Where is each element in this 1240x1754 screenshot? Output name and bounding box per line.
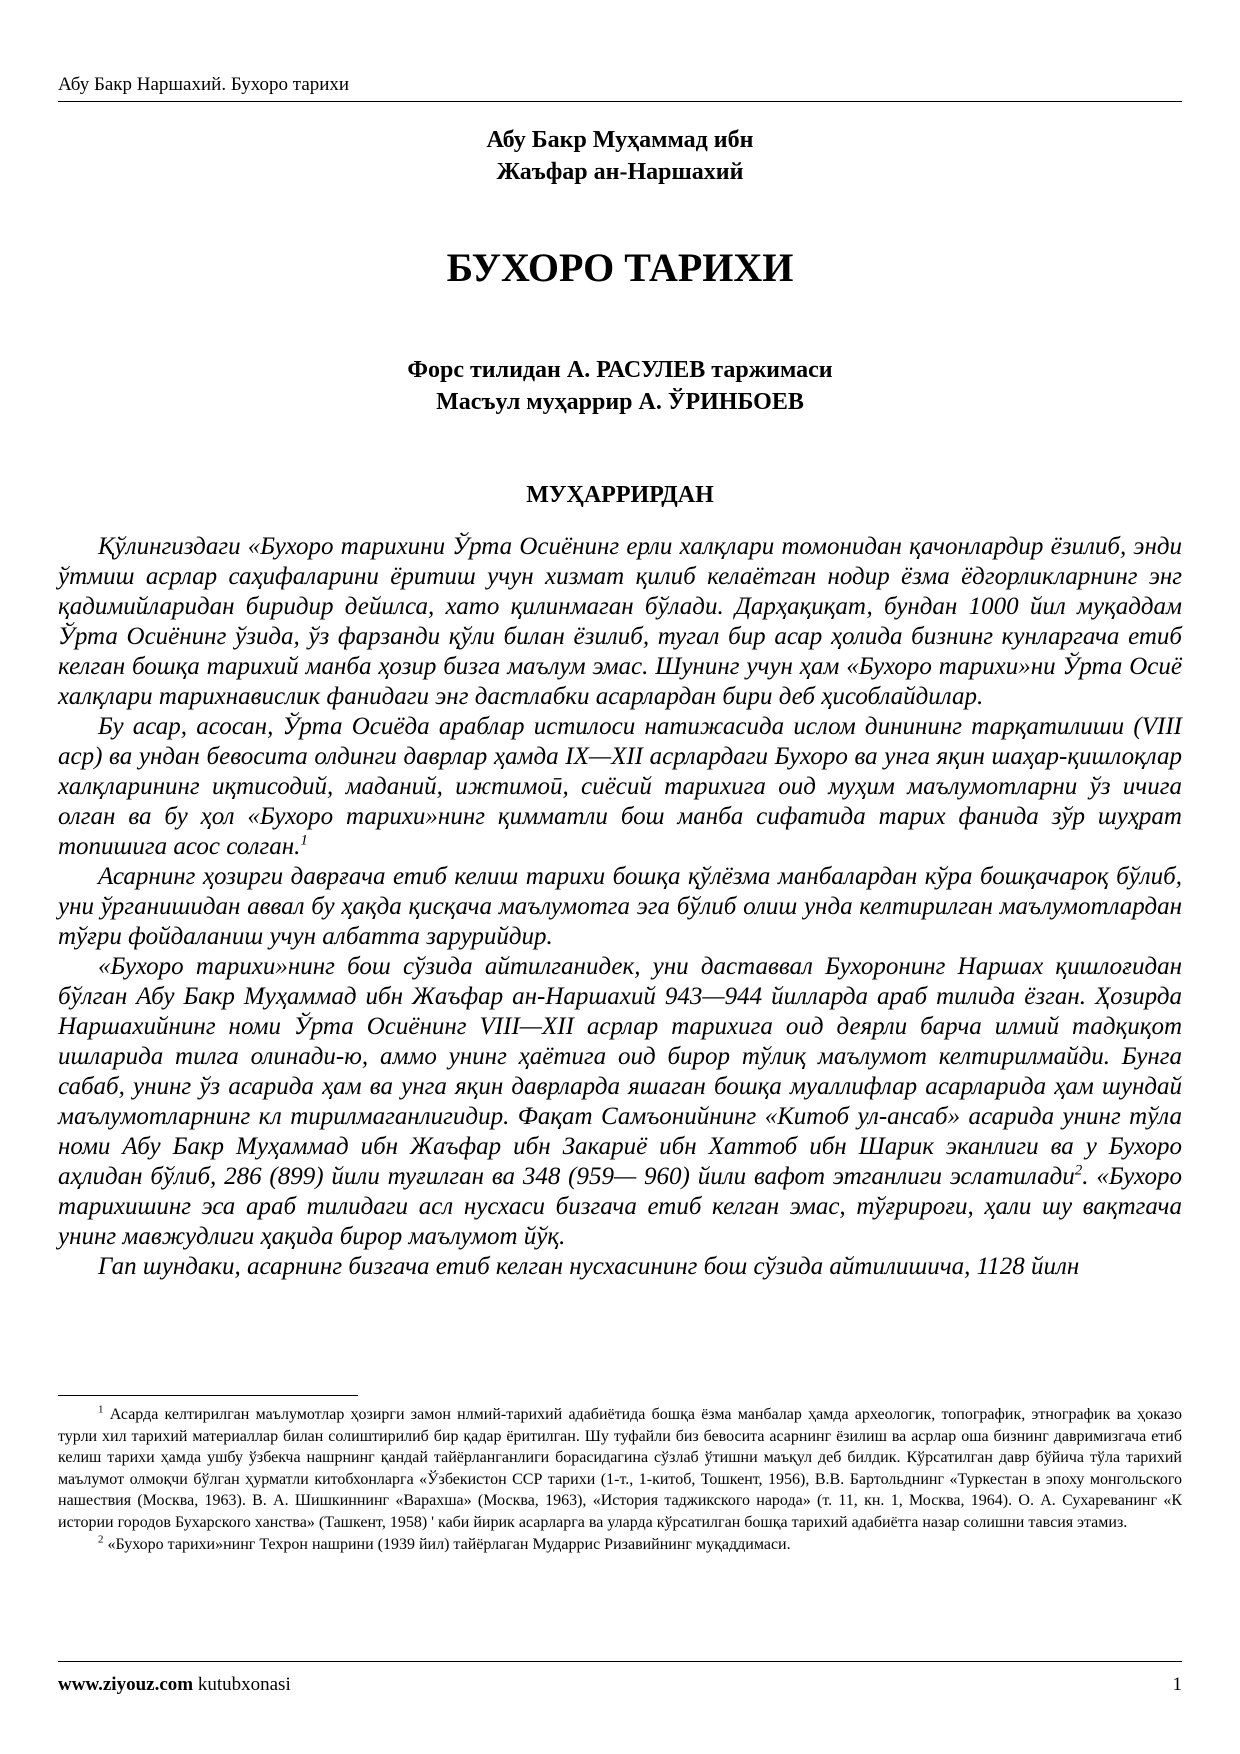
footer-divider [58, 1661, 1182, 1662]
translator-credit: Форс тилидан А. РАСУЛЕВ таржимаси [407, 357, 833, 383]
footnote-2 [58, 1534, 1182, 1556]
paragraph-2 [58, 712, 1182, 862]
footnote-ref-1: 1 [300, 832, 308, 849]
page-number: 1 [1172, 1674, 1182, 1695]
paragraph-3 [58, 862, 1182, 952]
header-divider [58, 101, 1182, 102]
paragraph-5-text: Гап шундаки, асарнинг бизгача етиб келган нусхасининг бош сўзида айтилишича, 1128 йилн [98, 1253, 1080, 1280]
credits-block [58, 354, 1182, 418]
author-line-2: Жаъфар ан-Наршахий [496, 159, 744, 185]
paragraph-4-text-a: «Бухоро тарихи»нинг бош сўзида айтилганидек, уни даставвал Бухоронинг Наршах қишлоғидан бўлган Абу Бакр Муҳаммад ибн Жаъфар ан-Наршахий 943—944 йилларда араб тилида ёзган. Ҳозирда Наршахийнинг номи Ўрта Осиёнинг VIII—XII асрлар тарихига оид деярли барча илмий тадқиқот ишларида тилга олинади-ю, аммо унинг ҳаётига оид бирор тўлиқ маълумот келтирилмайди. Бунга сабаб, унинг ўз асарида ҳам ва унга яқин даврларда яшаган бошқа муаллифлар асарларида ҳам шундай маълумотларнинг кл тирилмаганлигидир. Фақат Самъонийнинг «Китоб ул-ансаб» асарида унинг тўла номи Абу Бакр Муҳаммад ибн Жаъфар ибн Закариё ибн Хаттоб ибн Шарик эканлиги ва у Бухоро аҳлидан бўлиб, 286 (899) йили туғилган ва 348 (959— 960) йили вафот этганлиги эслатилади [58, 953, 1182, 1190]
paragraph-2-text: Бу асар, асосан, Ўрта Осиёда араблар истилоси натижасида ислом динининг тарқатилиши (VIII аср) ва ундан бевосита олдинги даврлар ҳамда IX—XII асрлардаги Бухоро ва унга яқин шаҳар-қишлоқлар халқларининг иқтисодий, маданий, ижтимоӣ, сиёсий тарихига оид муҳим маълумотларни ўз ичига олган ва бу ҳол «Бухоро тарихи»нинг қимматли бош манба сифатида тарих фанида зўр шуҳрат топишига асос солган. [58, 713, 1182, 860]
footer-source [58, 1674, 291, 1696]
author-line-1: Абу Бакр Муҳаммад ибн [486, 127, 754, 153]
editor-credit: Масъул муҳаррир А. ЎРИНБОЕВ [436, 389, 804, 415]
paragraph-4-text-b: . «Бухоро тарихишинг эса араб тилидаги асл нусхаси бизгача етиб келган эмас, тўғрироғи, ҳали шу вақтгача унинг мавжудлиги ҳақида бирор маълумот йўқ. [58, 1163, 1182, 1250]
section-heading: МУҲАРРИРДАН [526, 482, 714, 508]
footnote-1-mark: 1 [98, 1403, 104, 1416]
footer-site-suffix: kutubxonasi [193, 1674, 291, 1695]
footnote-1-text: Асарда келтирилган маълумотлар ҳозирги замон нлмий-тарихий адабиётида бошқа ёзма манбалар ҳамда археологик, топографик, этнографик ва ҳоказо турли хил тарихий материаллар билан солиштирилиб бир қадар ёритилган. Шу туфайли биз бевосита асарнинг ёзилиш ва асрлар оша бизнинг давримизгача етиб келиш тарихи ҳамда ушбу ўзбекча нашрнинг қандай тайёрланганлиги борасидагина сўзлаб ўтишни маъқул деб билдик. Кўрсатилган давр бўйича тўла тарихий маълумот олмоқчи бўлган ҳурматли китобхонларга «Ўзбекистон ССР тарихи (1-т., 1-китоб, Тошкент, 1956), В.В. Бартольднинг «Туркестан в эпоху монгольского нашествия (Москва, 1963). В. А. Шишкиннинг «Варахша» (Москва, 1963), «История таджикского народа» (т. 11, кн. 1, Москва, 1964). О. А. Сухареванинг «К истории городов Бухарского ханства» (Ташкент, 1958) ' каби йирик асарларга ва уларда кўрсатилган бошқа тарихий адабиётга назар солишни тавсия этамиз. [58, 1406, 1183, 1531]
paragraph-3-text: Асарнинг ҳозирги даврғача етиб келиш тарихи бошқа қўлёзма манбалардан кўра бошқачароқ бўлиб, уни ўрганишидан аввал бу ҳақда қисқача маълумотга эга бўлиб олиш унда келтирилган маълумотлардан тўғри фойдаланиш учун албатта зарурийдир. [58, 863, 1182, 950]
footnote-2-text: «Бухоро тарихи»нинг Техрон нашрини (1939 йил) тайёрлаган Мударрис Ризавийнинг муқаддимаси. [103, 1535, 791, 1553]
footnote-2-mark: 2 [98, 1533, 104, 1546]
paragraph-1 [58, 532, 1182, 712]
author-block [58, 124, 1182, 188]
paragraph-4 [58, 952, 1182, 1252]
paragraph-1-text: Қўлингиздаги «Бухоро тарихини Ўрта Осиёнинг ерли халқлари томонидан қачонлардир ёзилиб, энди ўтмиш асрлар саҳифаларини ёритиш учун хизмат қилиб келаётган нодир ёзма ёдгорликларнинг энг қадимийларидан биридир дейилса, хато қилинмаган бўлади. Дарҳақиқат, бундан 1000 йил муқаддам Ўрта Осиёнинг ўзида, ўз фарзанди қўли билан ёзилиб, тугал бир асар ҳолида бизнинг кунларгача етиб келган бошқа тарихий манба ҳозир бизга маълум эмас. Шунинг учун ҳам «Бухоро тарихи»ни Ўрта Осиё халқлари тарихнавислик фанидаги энг дастлабки асарлардан бири деб ҳисоблайдилар. [58, 533, 1182, 710]
paragraph-5 [58, 1252, 1182, 1282]
footnotes [58, 1404, 1182, 1555]
footnote-ref-2: 2 [1074, 1162, 1083, 1179]
footer-site-link[interactable]: www.ziyouz.com [58, 1674, 194, 1695]
footnote-1 [58, 1404, 1182, 1534]
running-header: Абу Бакр Наршахий. Бухоро тарихи [58, 74, 350, 95]
book-title: БУХОРО ТАРИХИ [446, 245, 794, 290]
footnote-divider [58, 1395, 358, 1396]
body-text [58, 532, 1182, 1282]
